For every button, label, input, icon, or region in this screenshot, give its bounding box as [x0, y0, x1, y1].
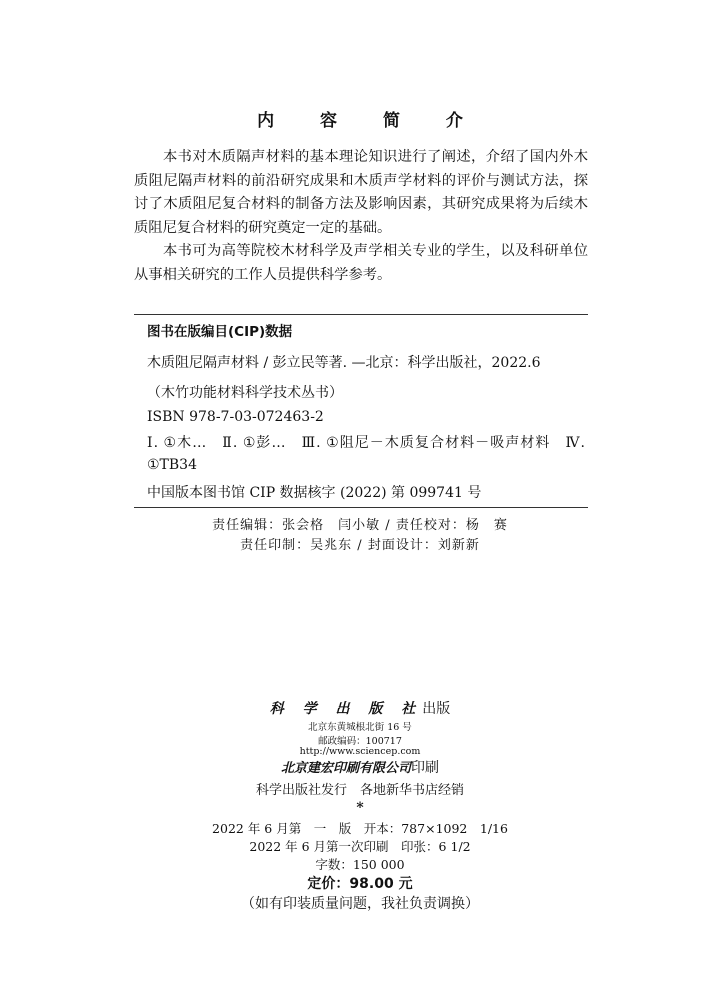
publisher-name: 科 学 出 版 社 — [269, 701, 423, 717]
cip-heading: 图书在版编目(CIP)数据 — [147, 324, 293, 340]
publisher-suffix: 出版 — [422, 701, 451, 717]
cip-title-line: 木质阻尼隔声材料 / 彭立民等著. —北京：科学出版社，2022.6 — [147, 355, 541, 371]
cip-isbn: ISBN 978-7-03-072463-2 — [147, 409, 324, 425]
edition-line-2: 2022 年 6 月第一次印刷 印张：6 1/2 — [249, 839, 471, 854]
intro-title: 内 容 简 介 — [257, 111, 483, 131]
distribution-line: 科学出版社发行 各地新华书店经销 — [255, 783, 464, 798]
quality-note: （如有印装质量问题，我社负责调换） — [241, 896, 479, 912]
credits-line-1: 责任编辑：张会格 闫小敏 / 责任校对：杨 赛 — [212, 518, 508, 533]
publisher-url: http://www.sciencep.com — [299, 746, 421, 757]
publisher-line — [0, 698, 720, 718]
separator-star: * — [356, 800, 364, 816]
cip-top-rule — [134, 314, 588, 315]
word-count: 字数：150 000 — [315, 857, 405, 872]
intro-paragraph-1: 本书对木质隔声材料的基本理论知识进行了阐述，介绍了国内外木质阻尼隔声材料的前沿研究成果和木质声学材料的评价与测试方法，探讨了木质阻尼复合材料的制备方法及影响因素，其研究成果将为后续木质阻尼复合材料的研究奠定一定的基础。 — [134, 149, 588, 236]
cip-bottom-rule — [134, 507, 588, 508]
edition-line-1: 2022 年 6 月第 一 版 开本：787×1092 1/16 — [212, 821, 508, 836]
printer-line — [0, 757, 720, 777]
publisher-address: 北京东黄城根北街 16 号 — [308, 722, 412, 733]
cip-classification: Ⅰ. ①木… Ⅱ. ①彭… Ⅲ. ①阻尼－木质复合材料－吸声材料 Ⅳ. ①TB34 — [147, 435, 585, 473]
printer-name: 北京建宏印刷有限公司 — [280, 761, 411, 776]
printer-suffix: 印刷 — [411, 760, 439, 776]
cip-series: （木竹功能材料科学技术丛书） — [147, 385, 343, 401]
credits-line-2: 责任印制：吴兆东 / 封面设计：刘新新 — [240, 538, 480, 553]
intro-body — [134, 146, 588, 287]
intro-paragraph-2: 本书可为高等院校木材科学及声学相关专业的学生，以及科研单位从事相关研究的工作人员提供科学参考。 — [134, 243, 588, 283]
cip-record: 中国版本图书馆 CIP 数据核字 (2022) 第 099741 号 — [147, 485, 482, 501]
publisher-postcode: 邮政编码：100717 — [318, 736, 402, 747]
price: 定价：98.00 元 — [307, 876, 413, 892]
